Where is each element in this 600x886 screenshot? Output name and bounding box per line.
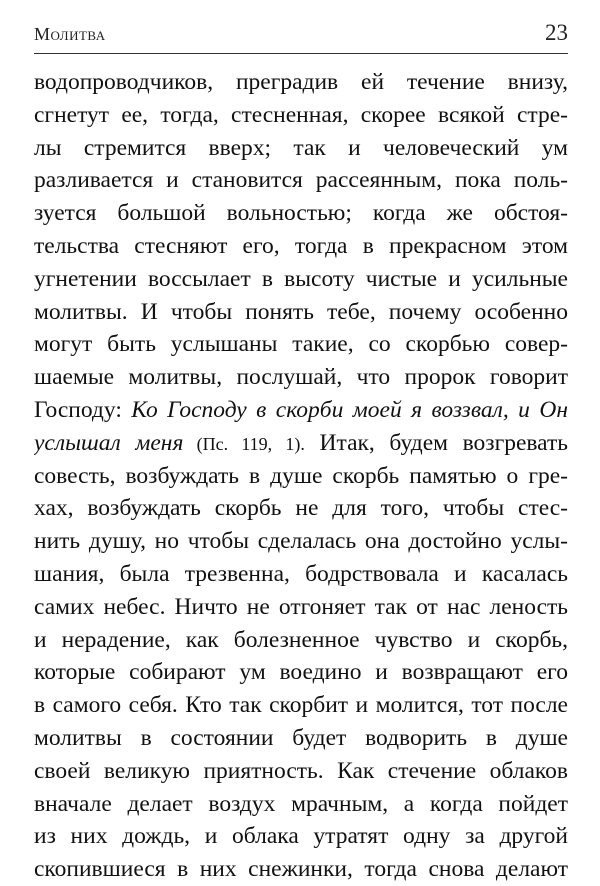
body-text — [34, 66, 568, 886]
text-line — [34, 394, 568, 427]
text-line: молитвы. И чтобы понять тебе, почему особенно — [34, 298, 568, 325]
text-line: совесть, возбуждать в душе скорбь памятью о гре- — [34, 462, 568, 489]
running-title: Молитва — [34, 24, 106, 44]
text-line — [34, 427, 568, 460]
line-text: Итак, будем возгревать — [304, 429, 568, 456]
scripture-quote: Ко Господу в скорби моей я воззвал, и Он — [131, 396, 568, 423]
text-line: сгнетут ее, тогда, стесненная, скорее всякой стре- — [34, 101, 568, 128]
text-line: молитвы в состоянии будет водворить в душе — [34, 724, 568, 751]
text-line: шания, была трезвенна, бодрствовала и касалась — [34, 560, 568, 587]
text-line: которые собирают ум воедино и возвращают его — [34, 659, 568, 686]
text-line: разливается и становится рассеянным, пока поль- — [34, 167, 568, 194]
text-line: своей великую приятность. Как стечение облаков — [34, 757, 568, 784]
text-line: из них дождь, и облака утратят одну за другой — [34, 823, 568, 850]
scripture-quote: услышал меня — [34, 429, 184, 456]
running-head — [34, 20, 568, 52]
text-line: зуется большой вольностью; когда же обстоя- — [34, 200, 568, 227]
text-line: хах, возбуждать скорбь не для того, чтобы стес- — [34, 495, 568, 522]
text-line: шаемые молитвы, послушай, что пророк говорит — [34, 364, 568, 391]
text-line: могут быть услышаны такие, со скорбью совер- — [34, 331, 568, 358]
text-line: самих небес. Ничто не отгоняет так от нас леность — [34, 593, 568, 620]
header-rule — [34, 53, 568, 54]
text-line: тельства стесняют его, тогда в прекрасном этом — [34, 232, 568, 259]
text-line: в самого себя. Кто так скорбит и молится, тот после — [34, 692, 568, 719]
text-line: водопроводчиков, преградив ей течение внизу, — [34, 69, 568, 95]
text-line: лы стремится вверх; так и человеческий ум — [34, 134, 568, 161]
text-line: и нерадение, как болезненное чувство и скорбь, — [34, 626, 568, 653]
text-line: угнетении воссылает в высоту чистые и усильные — [34, 265, 568, 292]
text-line: вначале делает воздух мрачным, а когда пойдет — [34, 790, 568, 817]
text-line: нить душу, но чтобы сделалась она достойно услы- — [34, 528, 568, 555]
text-line: скопившиеся в них снежинки, тогда снова делают — [34, 856, 568, 883]
line-text: Господу: — [34, 396, 132, 423]
scripture-reference: (Пс. 119, 1). — [183, 433, 305, 454]
page-number: 23 — [545, 20, 568, 45]
